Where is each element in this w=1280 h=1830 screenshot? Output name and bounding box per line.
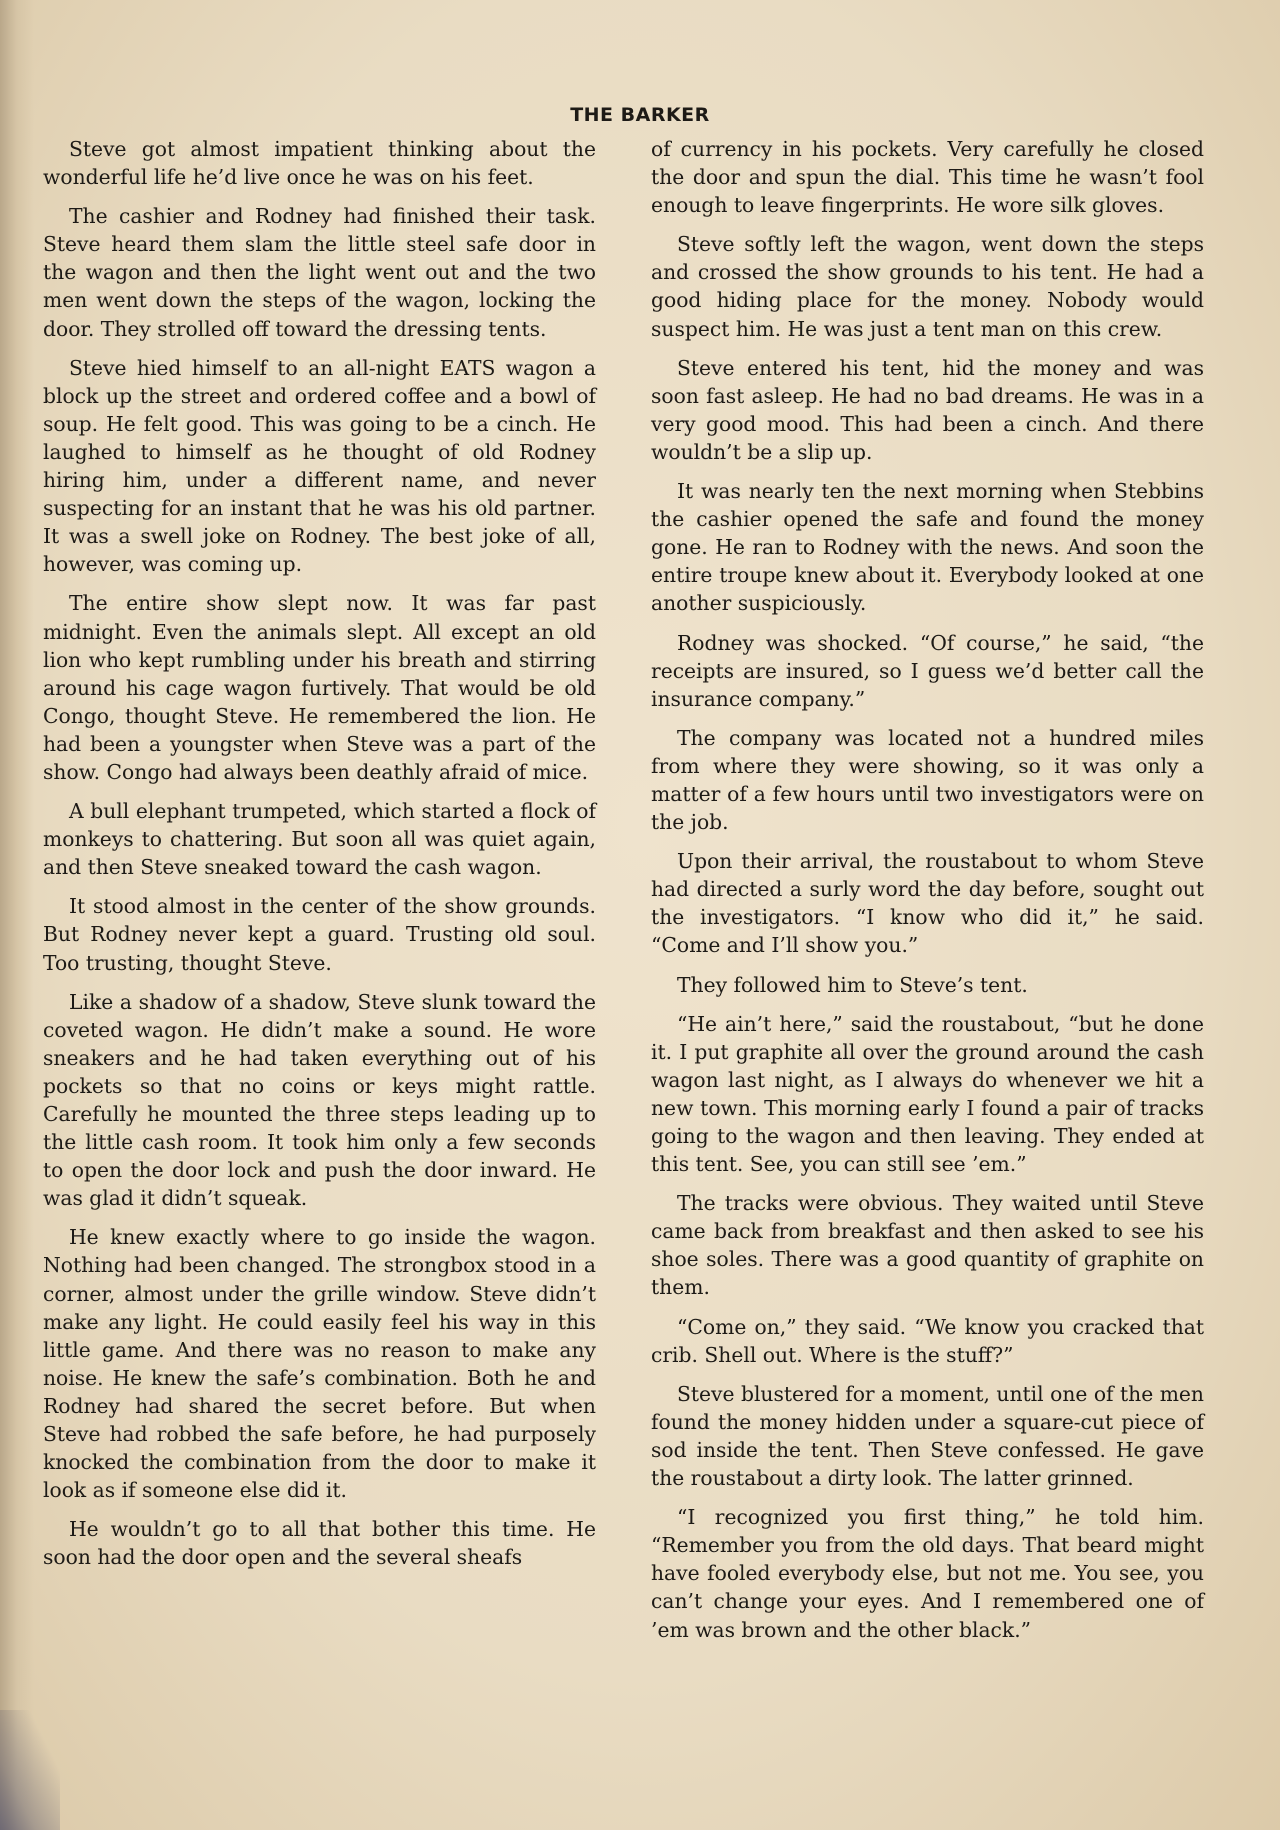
corner-smudge bbox=[0, 1710, 60, 1830]
paragraph: He knew exactly where to go inside the wagon. Nothing had been changed. The strongbox stood in a corner, almost under the grille window. Steve didn’t make any light. He could easily feel his way in this little game. And there was no reason to make any noise. He knew the safe’s combination. Both he and Rodney had shared the secret before. But when Steve had robbed the safe before, he had purposely knocked the combination from the door to make it look as if someone else did it. bbox=[43, 1225, 596, 1503]
left-column bbox=[43, 135, 596, 1583]
paragraph: It stood almost in the center of the show grounds. But Rodney never kept a guard. Trusting old soul. Too trusting, thought Steve. bbox=[43, 894, 596, 975]
paragraph: A bull elephant trumpeted, which started a flock of monkeys to chattering. But soon all was quiet again, and then Steve sneaked toward the cash wagon. bbox=[43, 799, 596, 880]
paragraph: The entire show slept now. It was far past midnight. Even the animals slept. All except an old lion who kept rumbling under his breath and stirring around his cage wagon furtively. That would be old Congo, thought Steve. He remembered the lion. He had been a youngster when Steve was a part of the show. Congo had always been deathly afraid of mice. bbox=[43, 591, 596, 784]
paragraph: Steve blustered for a moment, until one of the men found the money hidden under a square-cut piece of sod inside the tent. Then Steve confessed. He gave the roustabout a dirty look. The latter grinned. bbox=[651, 1381, 1204, 1491]
paragraph: They followed him to Steve’s tent. bbox=[677, 972, 1028, 997]
paragraph: Steve hied himself to an all-night EATS wagon a block up the street and ordered coffee and a bowl of soup. He felt good. This was going to be a cinch. He laughed to himself as he thought of old Rodney hiring him, under a different name, and never suspecting for an instant that he was his old partner. It was a swell joke on Rodney. The best joke of all, however, was coming up. bbox=[43, 355, 596, 577]
paragraph: Steve got almost impatient thinking about the wonderful life he’d live once he was on his feet. bbox=[43, 137, 596, 190]
paragraph: The company was located not a hundred miles from where they were showing, so it was only a matter of a few hours until two investigators were on the job. bbox=[651, 725, 1204, 835]
paragraph: Upon their arrival, the roustabout to whom Steve had directed a surly word the day before, sought out the investigators. “I know who did it,” he said. “Come and I’ll show you.” bbox=[651, 849, 1204, 958]
paragraph-continued: of currency in his pockets. Very carefully he closed the door and spun the dial. This time he wasn’t fool enough to leave fingerprints. He wore silk gloves. bbox=[651, 137, 1204, 218]
paragraph: “Come on,” they said. “We know you cracked that crib. Shell out. Where is the stuff?” bbox=[651, 1314, 1204, 1367]
binding-shadow bbox=[0, 0, 34, 1830]
paragraph: “He ain’t here,” said the roustabout, “but he done it. I put graphite all over the ground around the cash wagon last night, as I always do whenever we hit a new town. This morning early I found a pair of tracks going to the wagon and then leaving. They ended at this tent. See, you can still see ’em.” bbox=[651, 1011, 1204, 1177]
paragraph: It was nearly ten the next morning when Stebbins the cashier opened the safe and found the money gone. He ran to Rodney with the news. And soon the entire troupe knew about it. Everybody looked at one another suspiciously. bbox=[651, 479, 1204, 616]
paragraph: “I recognized you first thing,” he told him. “Remember you from the old days. That beard might have fooled everybody else, but not me. You see, you can’t change your eyes. And I remembered one of ’em was brown and the other black.” bbox=[651, 1505, 1204, 1642]
paragraph: Steve entered his tent, hid the money and was soon fast asleep. He had no bad dreams. He was in a very good mood. This had been a cinch. And there wouldn’t be a slip up. bbox=[651, 355, 1204, 464]
paragraph: The tracks were obvious. They waited until Steve came back from breakfast and then asked to see his shoe soles. There was a good quantity of graphite on them. bbox=[651, 1191, 1204, 1300]
paragraph: Rodney was shocked. “Of course,” he said, “the receipts are insured, so I guess we’d better call the insurance company.” bbox=[651, 630, 1204, 711]
paragraph: Like a shadow of a shadow, Steve slunk toward the coveted wagon. He didn’t make a sound. He wore sneakers and he had taken everything out of his pockets so that no coins or keys might rattle. Carefully he mounted the three steps leading up to the little cash room. It took him only a few seconds to open the door lock and push the door inward. He was glad it didn’t squeak. bbox=[43, 989, 596, 1211]
paragraph: Steve softly left the wagon, went down the steps and crossed the show grounds to his tent. He had a good hiding place for the money. Nobody would suspect him. He was just a tent man on this crew. bbox=[651, 232, 1204, 341]
running-header: THE BARKER bbox=[570, 104, 710, 126]
paragraph: He wouldn’t go to all that bother this time. He soon had the door open and the several sheafs bbox=[43, 1517, 596, 1570]
paragraph: The cashier and Rodney had finished their task. Steve heard them slam the little steel safe door in the wagon and then the light went out and the two men went down the steps of the wagon, locking the door. They strolled off toward the dressing tents. bbox=[43, 204, 596, 341]
right-column bbox=[651, 135, 1204, 1655]
